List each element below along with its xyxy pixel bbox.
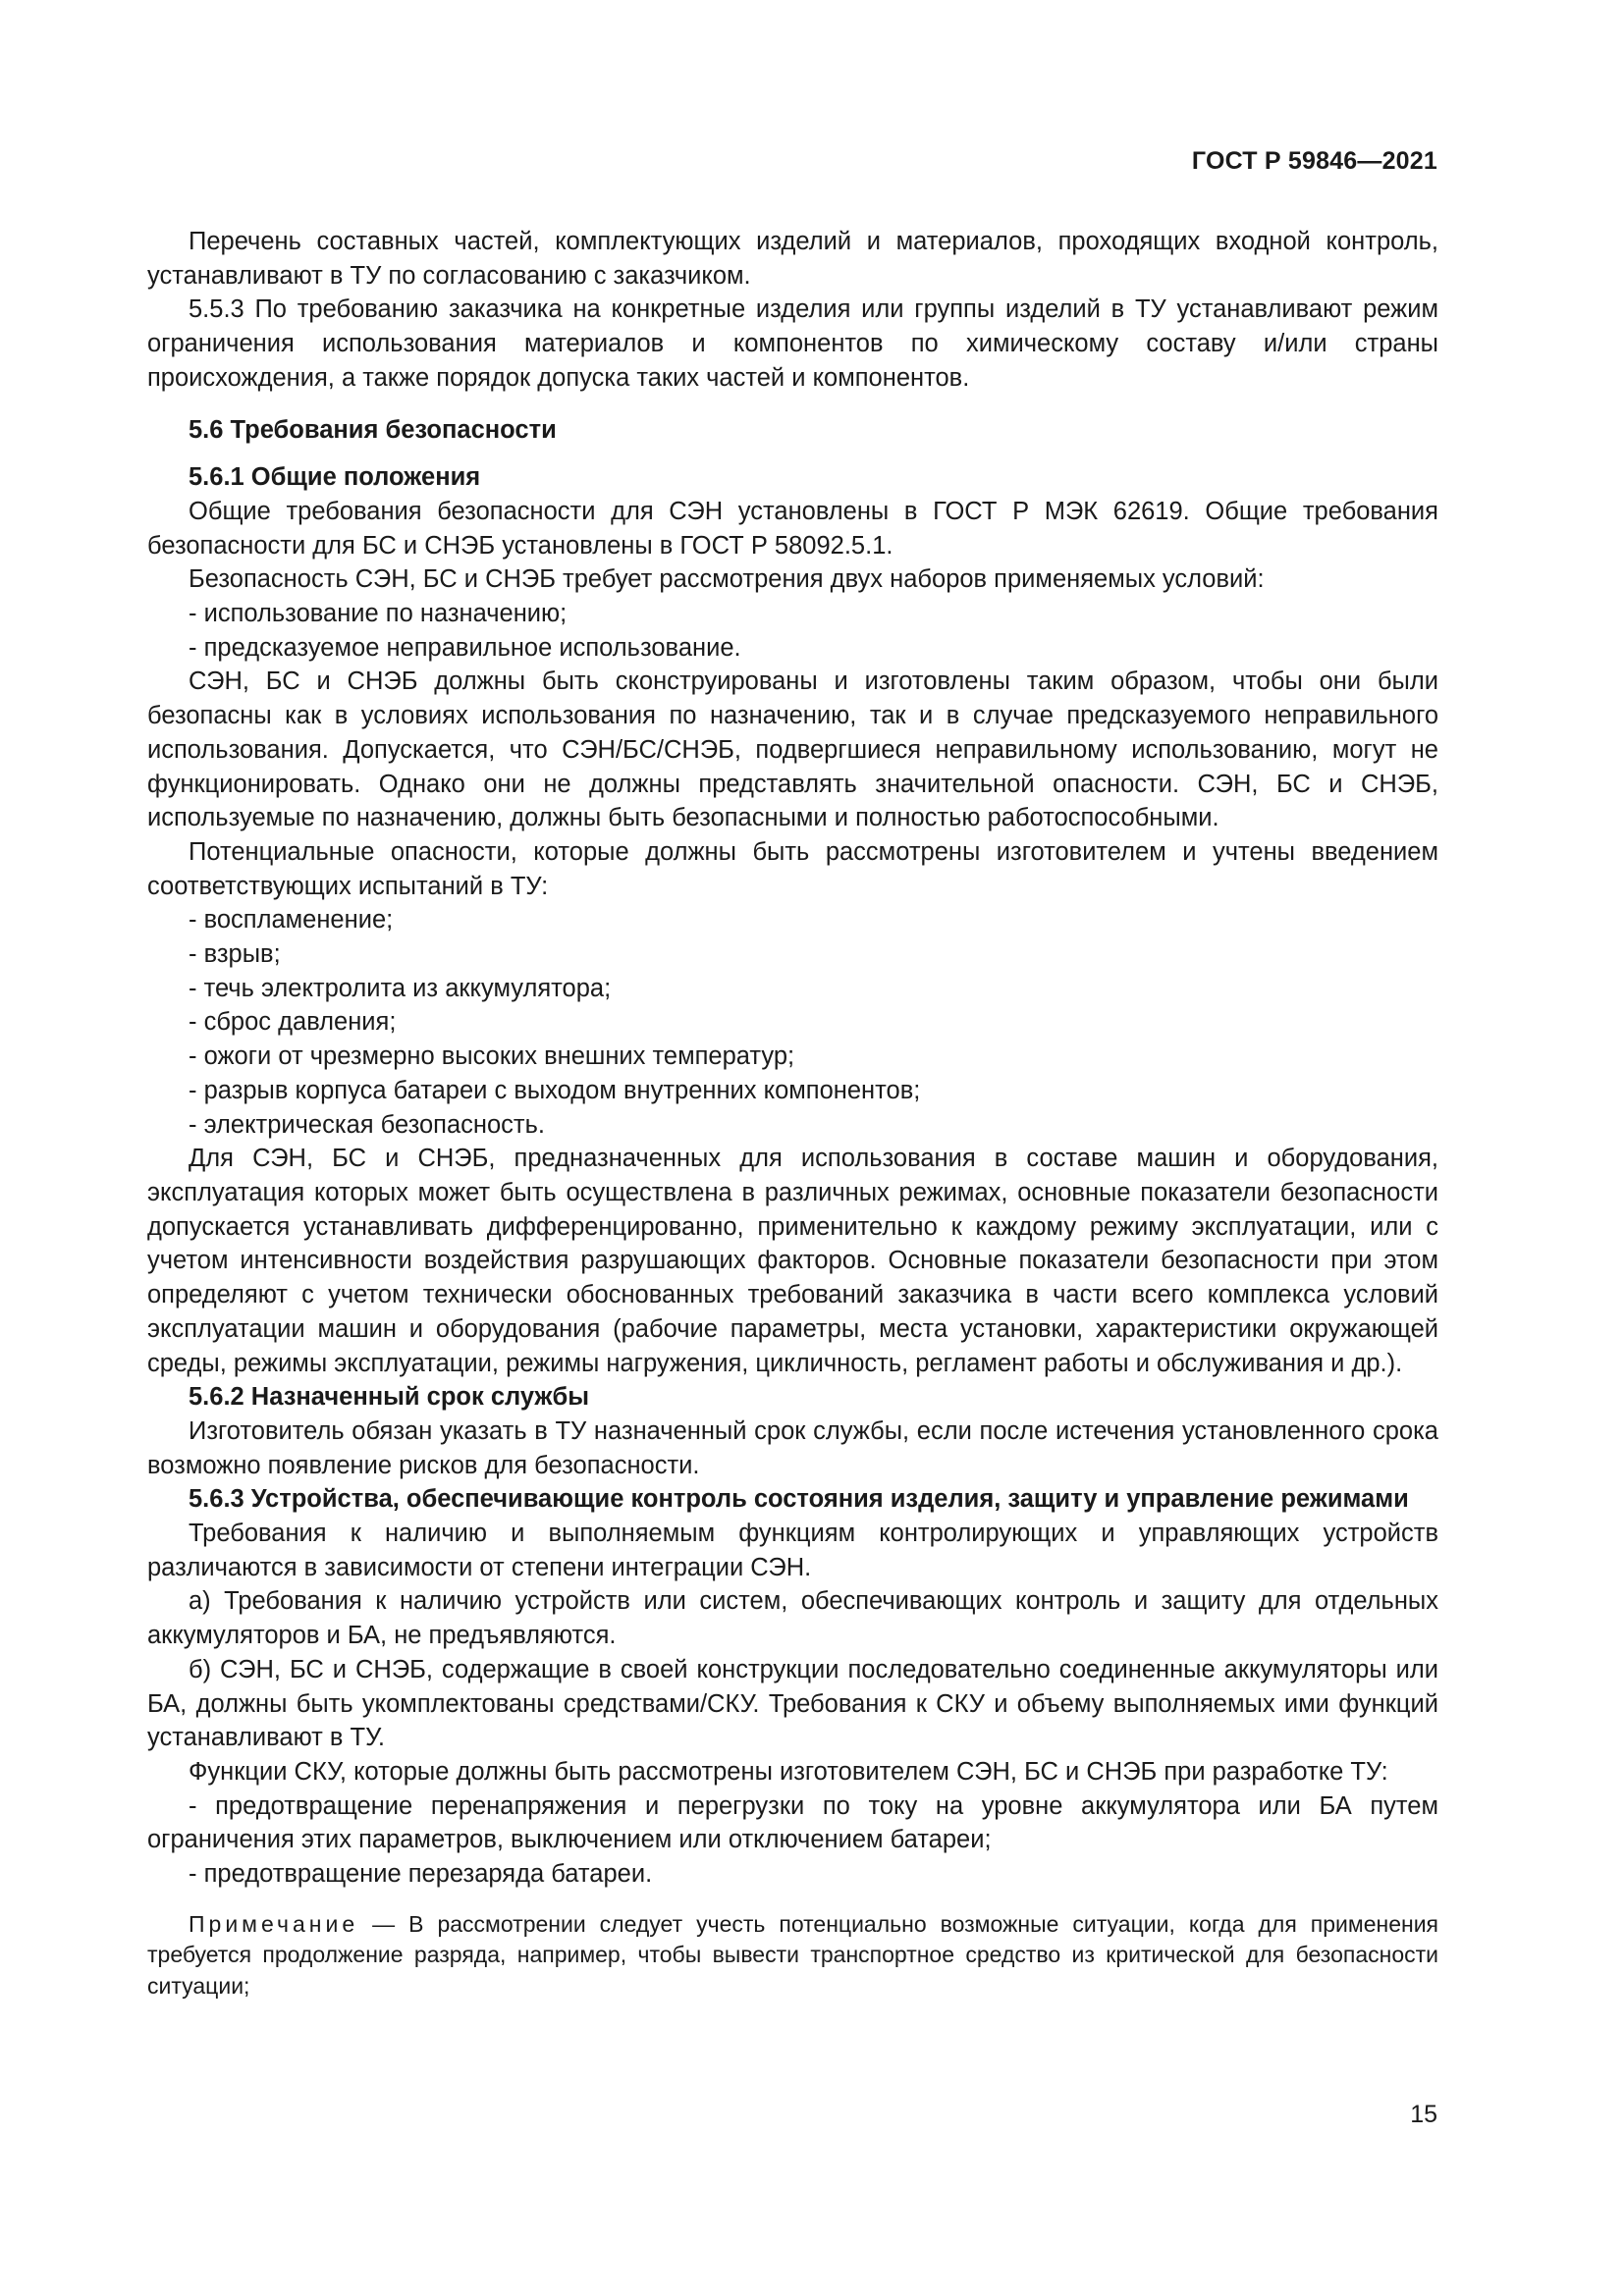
list-item: - ожоги от чрезмерно высоких внешних температур; (189, 1042, 795, 1071)
note-label: Примечание (189, 1910, 359, 1937)
paragraph: Функции СКУ, которые должны быть рассмотрены изготовителем СЭН, БС и СНЭБ при разработке ТУ: (189, 1757, 1388, 1786)
section-heading-5-6: 5.6 Требования безопасности (189, 415, 557, 444)
paragraph: 5.5.3 По требованию заказчика на конкретные изделия или группы изделий в ТУ устанавливают режим ограничения использования материалов и компонентов по химическому составу и/или страны происхождения, а также порядок допуска таких частей и компонентов. (147, 295, 1438, 392)
paragraph: - предотвращение перезаряда батареи. (189, 1860, 653, 1889)
paragraph: Для СЭН, БС и СНЭБ, предназначенных для использования в составе машин и оборудования, эксплуатация которых может быть осуществлена в различных режимах, основные показатели безопасности допускается устанавливать дифференцированно, применительно к каждому режиму эксплуатации, или с учетом интенсивности воздействия разрушающих факторов. Основные показатели безопасности при этом определяют с учетом технически обоснованных требований заказчика в части всего комплекса условий эксплуатации машин и оборудования (рабочие параметры, места установки, характеристики окружающей среды, режимы эксплуатации, режимы нагружения, цикличность, регламент работы и обслуживания и др.). (147, 1145, 1438, 1377)
paragraph: - предотвращение перенапряжения и перегрузки по току на уровне аккумулятора или БА путем ограничения этих параметров, выключением или отключением батареи; (147, 1791, 1438, 1854)
note (147, 1909, 1438, 2002)
list-item: - использование по назначению; (189, 600, 568, 628)
list-item: - электрическая безопасность. (189, 1110, 545, 1139)
paragraph: б) СЭН, БС и СНЭБ, содержащие в своей конструкции последовательно соединенные аккумуляторы или БА, должны быть укомплектованы средствами/СКУ. Требования к СКУ и объему выполняемых ими функций устанавливают в ТУ. (147, 1655, 1438, 1752)
list-item: - взрыв; (189, 940, 281, 969)
paragraph: а) Требования к наличию устройств или систем, обеспечивающих контроль и защиту для отдельных аккумуляторов и БА, не предъявляются. (147, 1587, 1438, 1650)
note-text: — В рассмотрении следует учесть потенциально возможные ситуации, когда для применения требуется продолжение разряда, например, чтобы вывести транспортное средство из критической для безопасности ситуации; (147, 1910, 1438, 1999)
section-heading-5-6-3: 5.6.3 Устройства, обеспечивающие контроль состояния изделия, защиту и управление режимами (189, 1485, 1409, 1514)
paragraph: Требования к наличию и выполняемым функциям контролирующих и управляющих устройств различаются в зависимости от степени интеграции СЭН. (147, 1520, 1438, 1581)
list-item: - течь электролита из аккумулятора; (189, 974, 612, 1002)
paragraph: Перечень составных частей, комплектующих изделий и материалов, проходящих входной контроль, устанавливают в ТУ по согласованию с заказчиком. (147, 228, 1438, 290)
paragraph: СЭН, БС и СНЭБ должны быть сконструированы и изготовлены таким образом, чтобы они были безопасны как в условиях использования по назначению, так и в случае предсказуемого неправильного использования. Допускается, что СЭН/БС/СНЭБ, подвергшиеся неправильному использованию, могут не функционировать. Однако они не должны представлять значительной опасности. СЭН, БС и СНЭБ, используемые по назначению, должны быть безопасными и полностью работоспособными. (147, 667, 1438, 832)
section-heading-5-6-2: 5.6.2 Назначенный срок службы (189, 1383, 589, 1412)
list-item: - предсказуемое неправильное использование. (189, 633, 741, 662)
paragraph: Изготовитель обязан указать в ТУ назначенный срок службы, если после истечения установленного срока возможно появление рисков для безопасности. (147, 1416, 1438, 1479)
section-heading-5-6-1: 5.6.1 Общие положения (189, 463, 481, 492)
document-id-header: ГОСТ Р 59846—2021 (1191, 147, 1437, 175)
list-item: - сброс давления; (189, 1008, 397, 1037)
list-item: - разрыв корпуса батареи с выходом внутренних компонентов; (189, 1076, 921, 1104)
document-body (147, 225, 1438, 2002)
list-item: - воспламенение; (189, 906, 394, 934)
page-number: 15 (1410, 2101, 1437, 2128)
paragraph: Потенциальные опасности, которые должны быть рассмотрены изготовителем и учтены введением соответствующих испытаний в ТУ: (147, 837, 1438, 900)
paragraph: Общие требования безопасности для СЭН установлены в ГОСТ Р МЭК 62619. Общие требования безопасности для БС и СНЭБ установлены в ГОСТ Р 58092.5.1. (147, 497, 1438, 560)
paragraph: Безопасность СЭН, БС и СНЭБ требует рассмотрения двух наборов применяемых условий: (189, 565, 1265, 594)
